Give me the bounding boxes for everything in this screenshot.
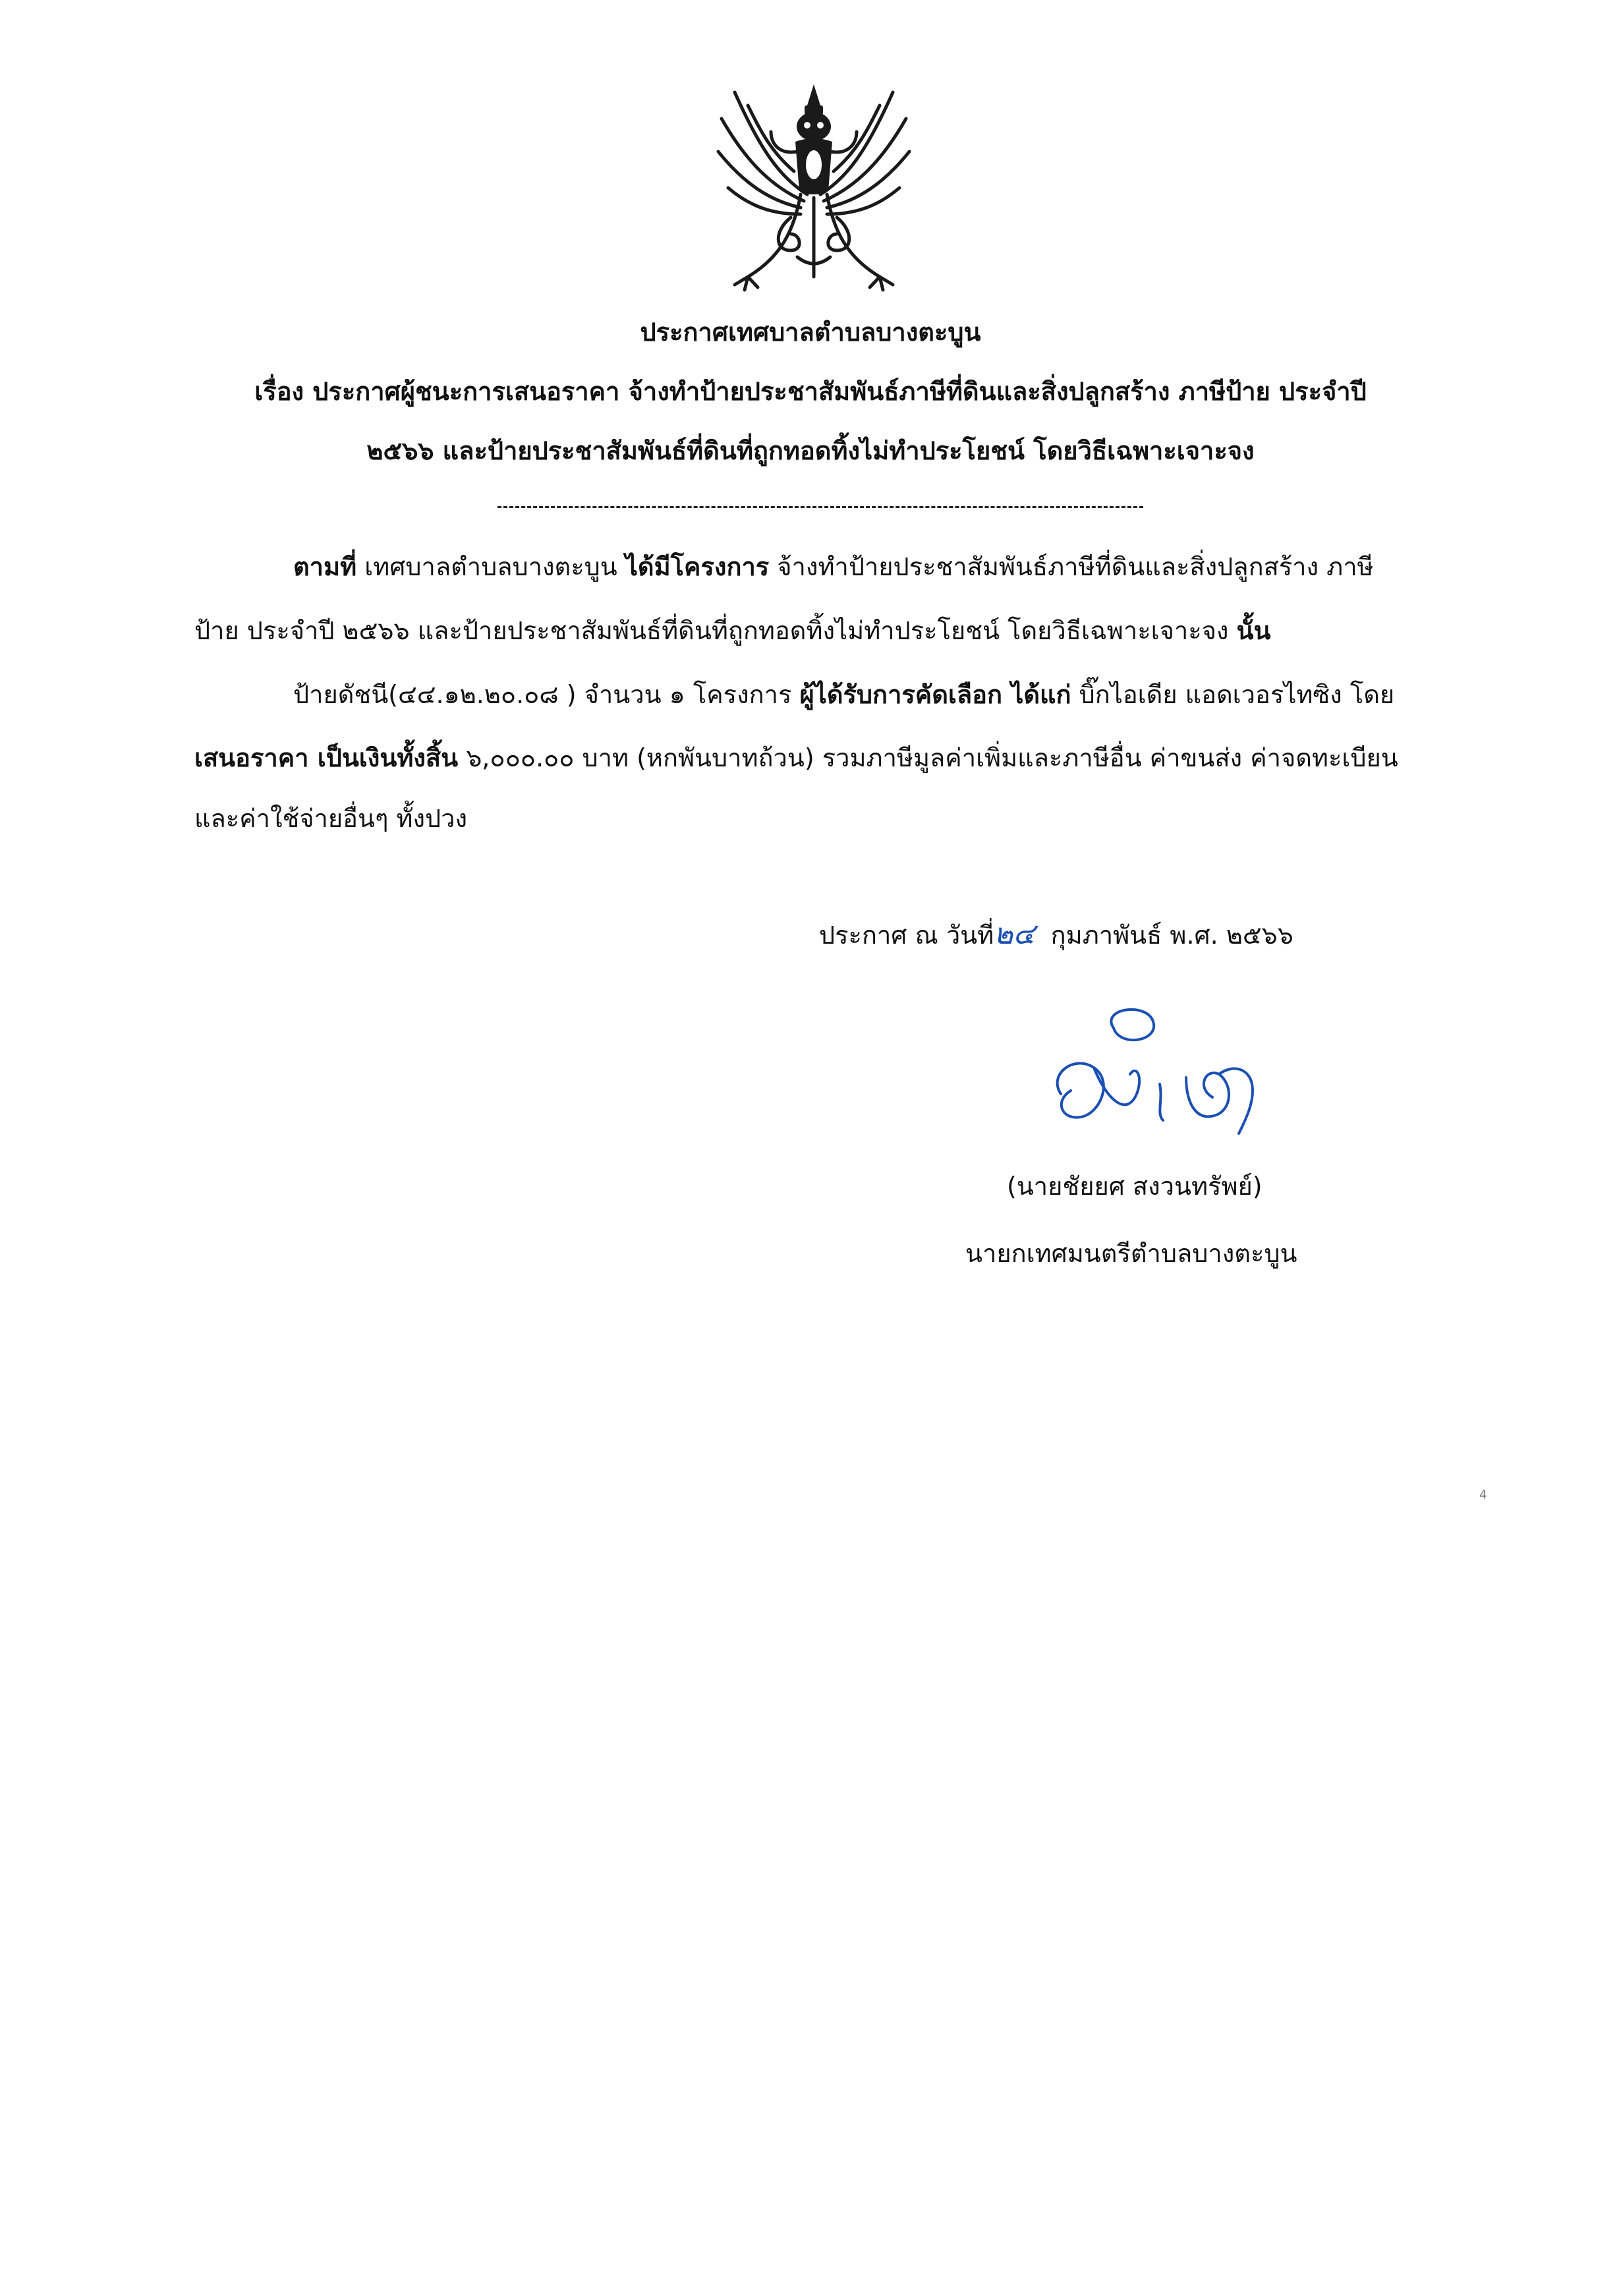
p2-text-1: ป้ายดัชนี(๔๔.๑๒.๒๐.๐๘ ) จำนวน ๑ โครงการ [293,680,800,709]
p1-line2-bold: นั้น [1236,616,1271,645]
p1-bold-2: ได้มีโครงการ [625,552,770,581]
announcement-title: ประกาศเทศบาลตำบลบางตะบูน [640,318,981,347]
p1-text-1: เทศบาลตำบลบางตะบูน [356,552,625,581]
p2-bold-1: ผู้ได้รับการคัดเลือก ได้แก่ [799,680,1071,709]
p1-line2-text: ป้าย ประจำปี ๒๕๖๖ และป้ายประชาสัมพันธ์ที่ดินที่ถูกทอดทิ้งไม่ทำประโยชน์ โดยวิธีเฉพาะเจาะจง [194,616,1237,645]
p2-line2-bold: เสนอราคา เป็นเงินทั้งสิ้น [194,743,459,772]
p1-bold-1: ตามที่ [293,552,357,581]
handwritten-signature [1021,1002,1298,1160]
date-prefix: ประกาศ ณ วันที่ [819,921,994,950]
paragraph-1-line-2 [194,616,1270,646]
p2-line2-text: ๖,๐๐๐.๐๐ บาท (หกพันบาทถ้วน) รวมภาษีมูลค่าเพิ่มและภาษีอื่น ค่าขนส่ง ค่าจดทะเบียน [458,743,1398,772]
signer-name: (นายชัยยศ สงวนทรัพย์) [1007,1172,1263,1201]
subject-line-2: ๒๕๖๖ และป้ายประชาสัมพันธ์ที่ดินที่ถูกทอดทิ้งไม่ทำประโยชน์ โดยวิธีเฉพาะเจาะจง [366,436,1255,465]
paragraph-2-line-2 [194,743,1398,774]
corner-mark: 4 [1479,1488,1487,1502]
announcement-date [819,917,1293,952]
garuda-emblem-icon [708,79,919,297]
handwritten-day: ๒๔ [994,917,1035,951]
paragraph-2-line-1 [293,680,1394,710]
signer-position: นายกเทศมนตรีตำบลบางตะบูน [965,1239,1297,1268]
p2-text-2: บิ๊กไอเดีย แอดเวอรไทซิง โดย [1071,680,1395,709]
date-suffix: กุมภาพันธ์ พ.ศ. ๒๕๖๖ [1050,921,1293,950]
paragraph-2-line-3: และค่าใช้จ่ายอื่นๆ ทั้งปวง [194,804,468,833]
subject-line-1: เรื่อง ประกาศผู้ชนะการเสนอราคา จ้างทำป้ายประชาสัมพันธ์ภาษีที่ดินและสิ่งปลูกสร้าง ภาษีป้าย ประจำปี [254,377,1367,406]
paragraph-1-line-1 [293,552,1374,583]
p1-text-2: จ้างทำป้ายประชาสัมพันธ์ภาษีที่ดินและสิ่งปลูกสร้าง ภาษี [769,552,1374,581]
separator-line [497,506,1143,508]
